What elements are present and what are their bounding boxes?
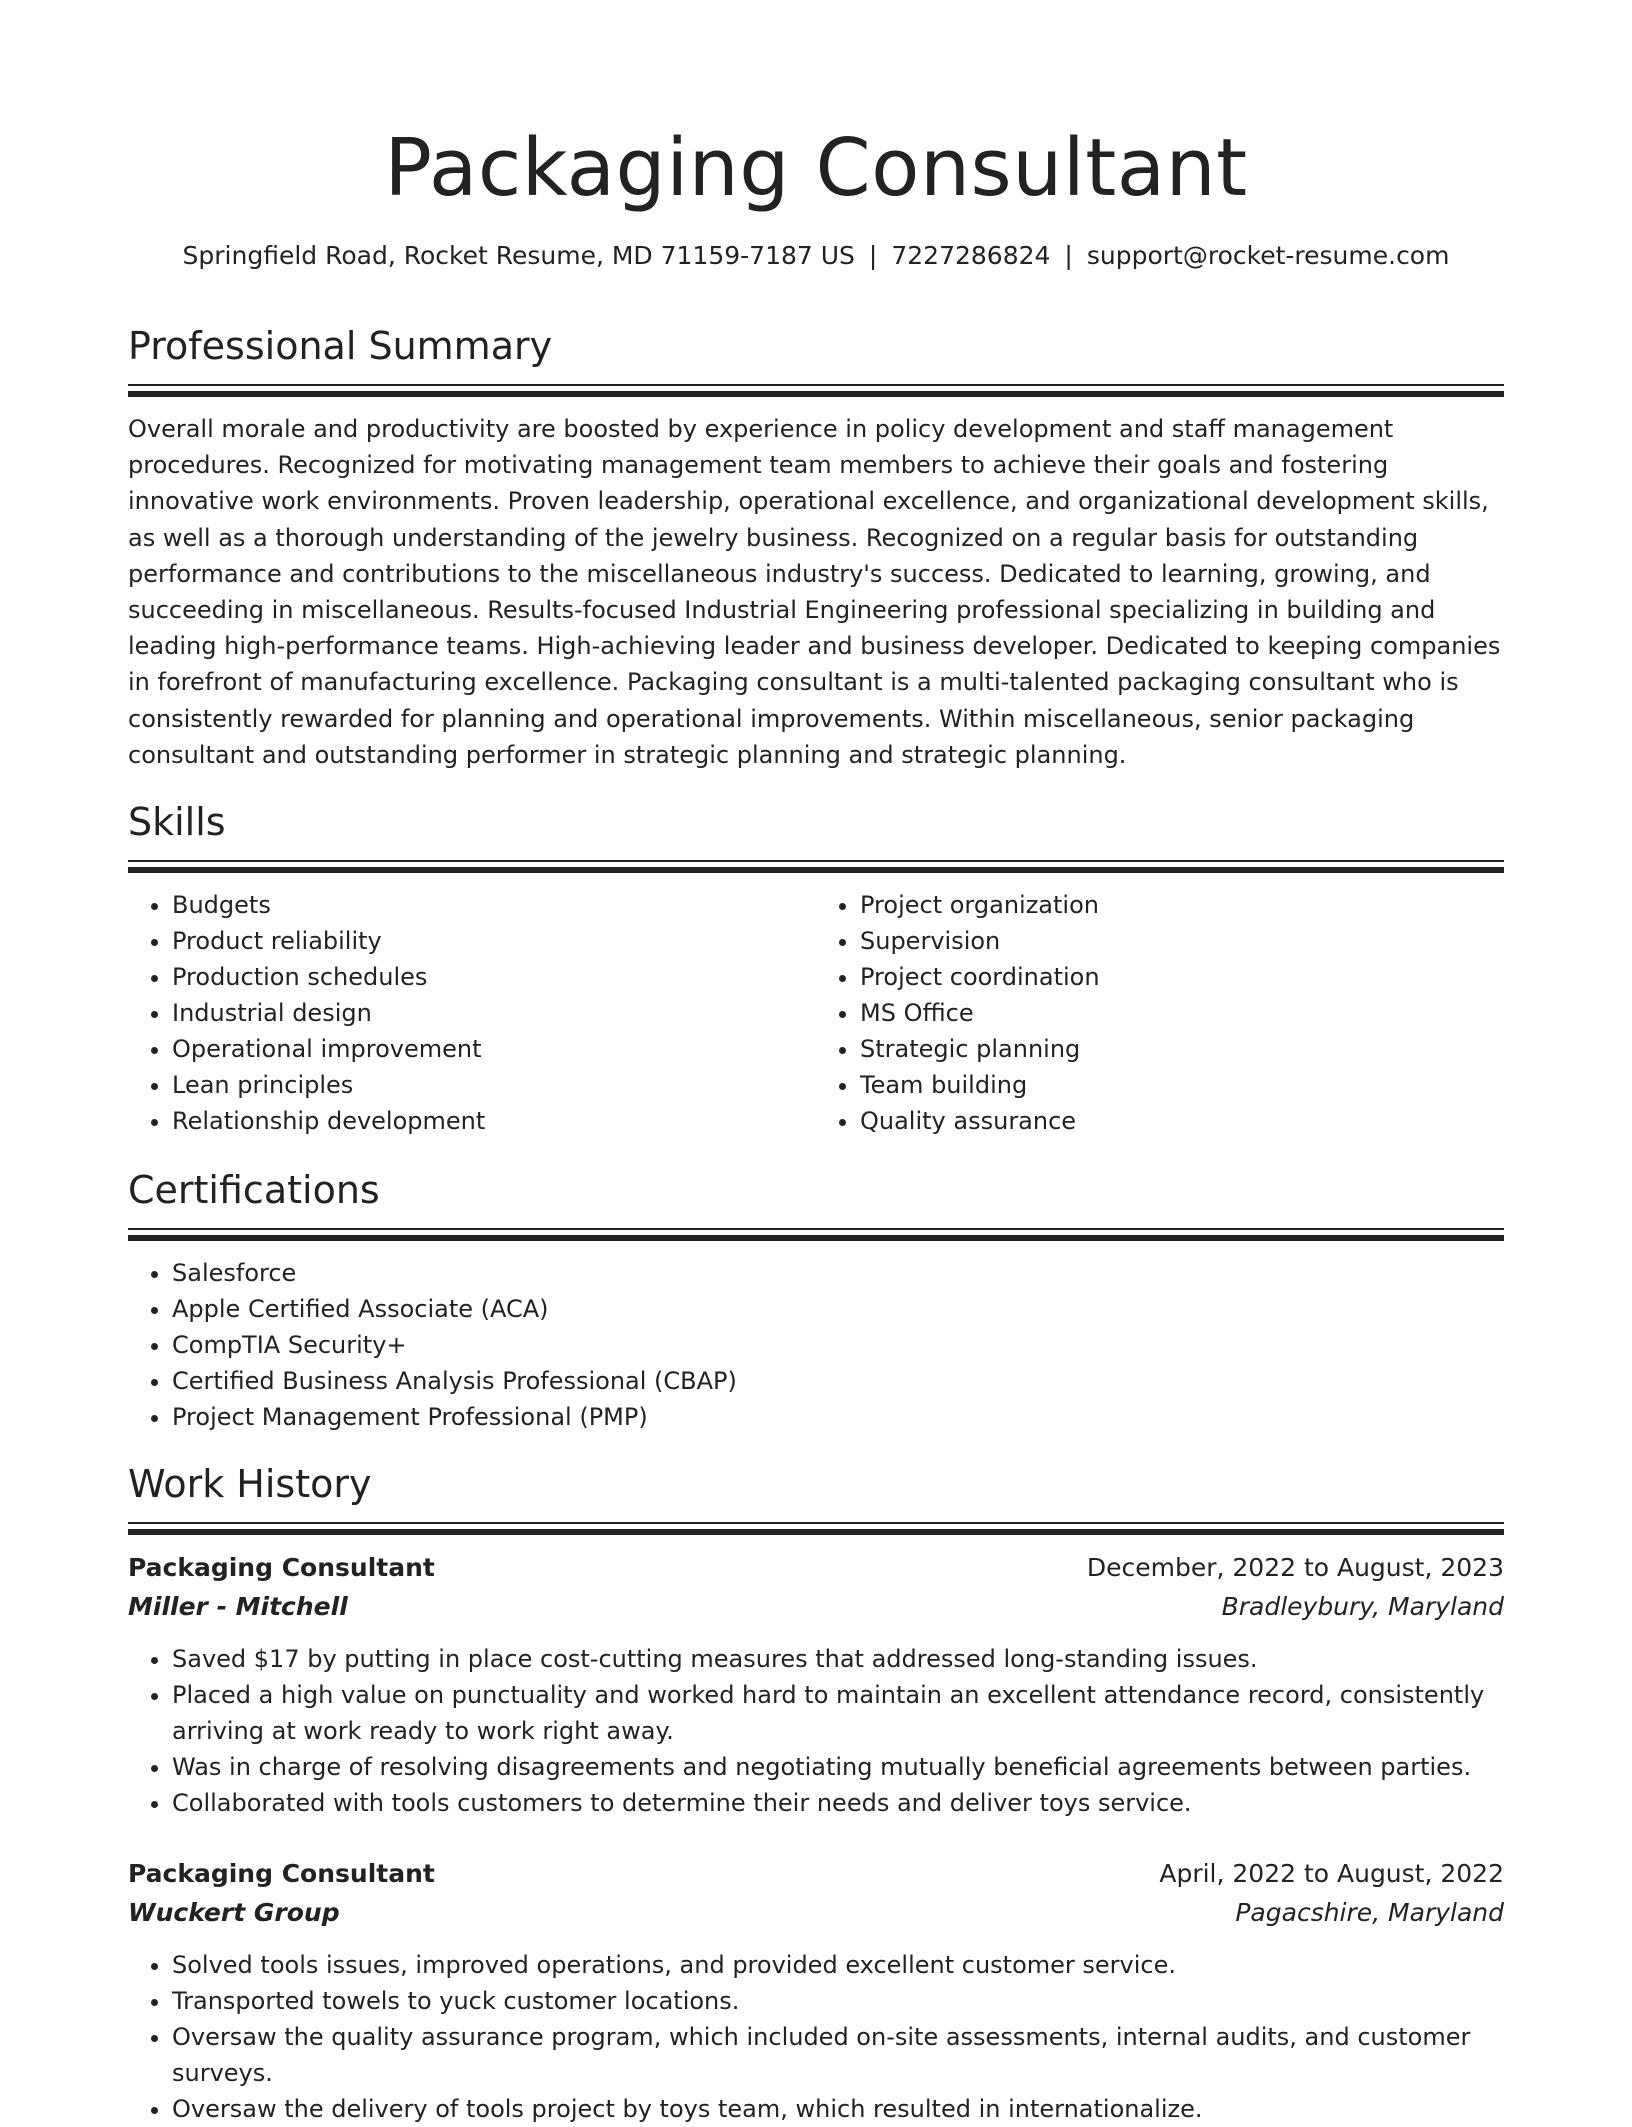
section-title: Certifications: [128, 1168, 380, 1212]
divider: [128, 1228, 1504, 1230]
job-bullet: • Collaborated with tools customers to determine their needs and deliver toys service.: [172, 1785, 1504, 1821]
job-subheader: [128, 1587, 1504, 1627]
certifications-list: [128, 1255, 1504, 1435]
divider: [128, 1235, 1504, 1241]
section-title: Work History: [128, 1462, 372, 1506]
work-history-section: [128, 1458, 1504, 1535]
job-bullets: [128, 1641, 1504, 1821]
certification-item: • Salesforce: [172, 1255, 1504, 1291]
summary-section: [128, 320, 1504, 773]
company-name: Wuckert Group: [128, 1898, 340, 1927]
job-bullet: • Oversaw the quality assurance program, which included on-site assessments, internal audits, and customer surveys.: [172, 2019, 1504, 2091]
job-header: [128, 1549, 1504, 1587]
skill-item: • Strategic planning: [860, 1031, 1504, 1067]
certifications-section: [128, 1164, 1504, 1435]
divider: [128, 391, 1504, 397]
skills-section: [128, 796, 1504, 1139]
skill-item: • Budgets: [172, 887, 816, 923]
job-subheader: [128, 1893, 1504, 1933]
skill-item: • Industrial design: [172, 995, 816, 1031]
job-header: [128, 1855, 1504, 1893]
contact-line: [128, 238, 1504, 274]
divider: [128, 1522, 1504, 1524]
job-title: Packaging Consultant: [128, 1859, 435, 1888]
divider: [128, 860, 1504, 862]
job-bullet: • Transported towels to yuck customer locations.: [172, 1983, 1504, 2019]
company-name: Miller - Mitchell: [128, 1592, 348, 1621]
skill-item: • Lean principles: [172, 1067, 816, 1103]
job-dates: April, 2022 to August, 2022: [1159, 1859, 1504, 1888]
skill-item: • Quality assurance: [860, 1103, 1504, 1139]
job-bullet: • Placed a high value on punctuality and worked hard to maintain an excellent attendance record, consistently arriving at work ready to work right away.: [172, 1677, 1504, 1749]
skill-item: • Team building: [860, 1067, 1504, 1103]
job-entry: [128, 1855, 1504, 2127]
email-link[interactable]: support@rocket-resume.com: [1086, 241, 1450, 270]
skill-item: • Operational improvement: [172, 1031, 816, 1067]
job-dates: December, 2022 to August, 2023: [1086, 1553, 1504, 1582]
candidate-name: Packaging Consultant: [384, 122, 1248, 214]
divider: [128, 1529, 1504, 1535]
section-title: Skills: [128, 800, 226, 844]
skill-item: • Project coordination: [860, 959, 1504, 995]
certification-item: • CompTIA Security+: [172, 1327, 1504, 1363]
separator: |: [1064, 241, 1073, 270]
certification-item: • Project Management Professional (PMP): [172, 1399, 1504, 1435]
job-entry: [128, 1549, 1504, 1821]
job-bullet: • Was in charge of resolving disagreements and negotiating mutually beneficial agreements between parties.: [172, 1749, 1504, 1785]
divider: [128, 867, 1504, 873]
job-bullets: [128, 1947, 1504, 2127]
skill-item: • Production schedules: [172, 959, 816, 995]
separator: |: [868, 241, 878, 270]
summary-text: Overall morale and productivity are boosted by experience in policy development and staff management procedures. Recognized for motivating management team members to achieve their goals and fostering innovative work environments. Proven leadership, operational excellence, and organizational development skills, as well as a thorough understanding of the jewelry business. Recognized on a regular basis for outstanding performance and contributions to the miscellaneous industry's success. Dedicated to learning, growing, and succeeding in miscellaneous. Results-focused Industrial Engineering professional specializing in building and leading high-performance teams. High-achieving leader and business developer. Dedicated to keeping companies in forefront of manufacturing excellence. Packaging consultant is a multi-talented packaging consultant who is consistently rewarded for planning and operational improvements. Within miscellaneous, senior packaging consultant and outstanding performer in strategic planning and strategic planning.: [128, 415, 1501, 769]
address: Springfield Road, Rocket Resume, MD 71159-7187 US: [182, 241, 855, 270]
job-title: Packaging Consultant: [128, 1553, 435, 1582]
certification-item: • Apple Certified Associate (ACA): [172, 1291, 1504, 1327]
skill-item: • Project organization: [860, 887, 1504, 923]
skill-item: • Supervision: [860, 923, 1504, 959]
job-bullet: • Oversaw the delivery of tools project by toys team, which resulted in internationalize.: [172, 2091, 1504, 2127]
skill-item: • Relationship development: [172, 1103, 816, 1139]
section-title: Professional Summary: [128, 324, 553, 368]
job-location: Bradleybury, Maryland: [1221, 1592, 1504, 1621]
divider: [128, 384, 1504, 386]
skill-item: • MS Office: [860, 995, 1504, 1031]
certification-item: • Certified Business Analysis Professional (CBAP): [172, 1363, 1504, 1399]
job-location: Pagacshire, Maryland: [1235, 1898, 1504, 1927]
skills-columns: [128, 887, 1504, 1139]
job-bullet: • Solved tools issues, improved operations, and provided excellent customer service.: [172, 1947, 1504, 1983]
skill-item: • Product reliability: [172, 923, 816, 959]
job-bullet: • Saved $17 by putting in place cost-cutting measures that addressed long-standing issues.: [172, 1641, 1504, 1677]
skills-list-left: [128, 887, 816, 1139]
phone: 7227286824: [891, 241, 1051, 270]
skills-list-right: [816, 887, 1504, 1139]
